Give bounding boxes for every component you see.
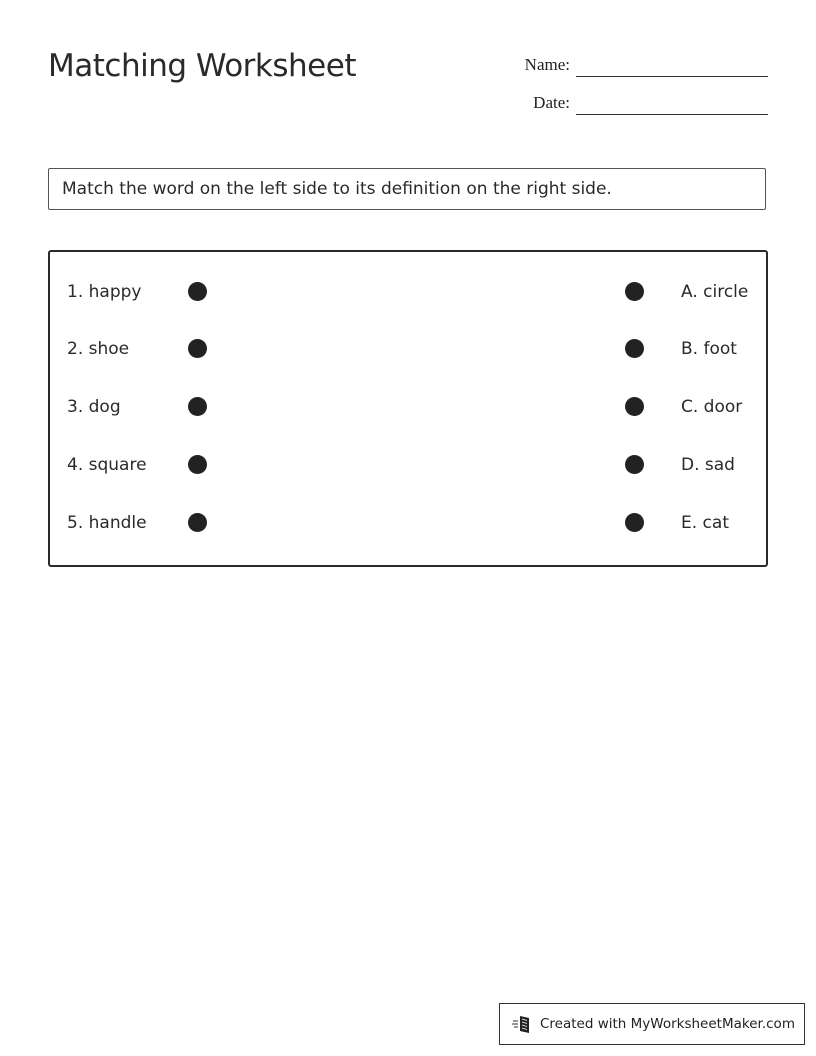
match-row: [50, 334, 766, 364]
footer-text: Created with MyWorksheetMaker.com: [540, 1016, 795, 1032]
left-dot[interactable]: [188, 397, 207, 416]
left-word: 4. square: [67, 455, 147, 475]
right-word: C. door: [681, 397, 743, 417]
right-word: B. foot: [681, 339, 737, 359]
match-row: [50, 450, 766, 480]
left-word: 3. dog: [67, 397, 121, 417]
footer-credit[interactable]: [499, 1003, 805, 1045]
instructions-text: Match the word on the left side to its definition on the right side.: [62, 179, 612, 199]
left-dot[interactable]: [188, 513, 207, 532]
name-field[interactable]: [510, 56, 768, 74]
date-line[interactable]: [576, 114, 768, 115]
left-word: 2. shoe: [67, 339, 130, 359]
matching-area: [48, 250, 768, 567]
left-dot[interactable]: [188, 339, 207, 358]
match-row: [50, 392, 766, 422]
worksheet-maker-logo-icon: [512, 1013, 534, 1035]
right-dot[interactable]: [625, 397, 644, 416]
name-line[interactable]: [576, 76, 768, 77]
right-dot[interactable]: [625, 282, 644, 301]
right-dot[interactable]: [625, 339, 644, 358]
right-word: A. circle: [681, 282, 749, 302]
match-row: [50, 277, 766, 307]
left-word: 5. handle: [67, 513, 147, 533]
name-label: Name:: [524, 55, 570, 74]
right-dot[interactable]: [625, 513, 644, 532]
page-title: Matching Worksheet: [48, 48, 356, 84]
instructions-box: [48, 168, 766, 210]
left-dot[interactable]: [188, 455, 207, 474]
left-word: 1. happy: [67, 282, 142, 302]
left-dot[interactable]: [188, 282, 207, 301]
right-dot[interactable]: [625, 455, 644, 474]
date-label: Date:: [533, 93, 570, 112]
right-word: E. cat: [681, 513, 729, 533]
right-word: D. sad: [681, 455, 735, 475]
date-field[interactable]: [510, 94, 768, 112]
match-row: [50, 508, 766, 538]
